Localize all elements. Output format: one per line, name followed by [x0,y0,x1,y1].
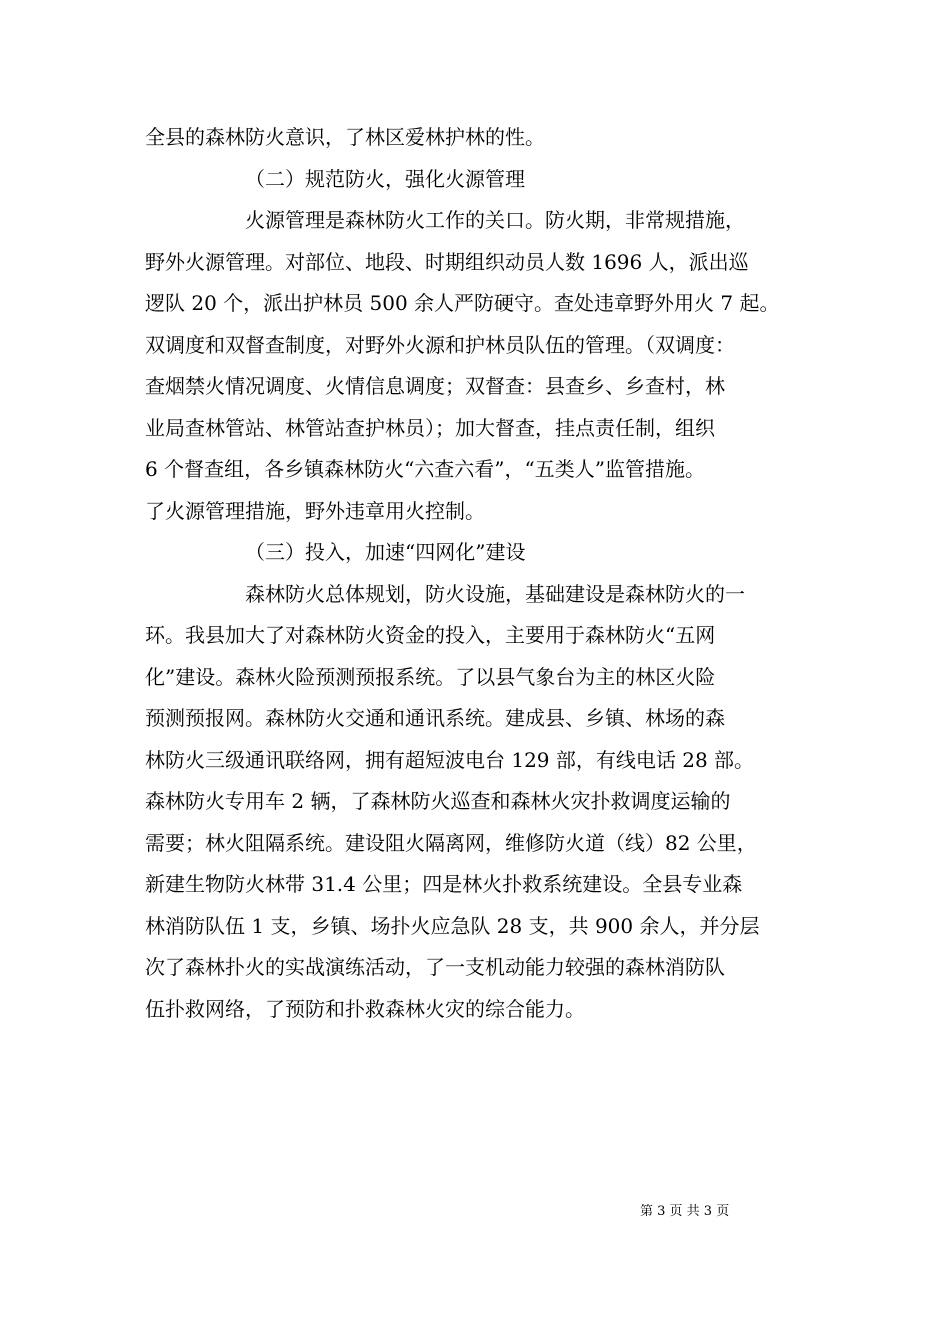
section-heading: （三）投入，加速“四网化”建设 [245,540,526,564]
page-number: 第 3 页 共 3 页 [640,1204,730,1219]
text-line: 新建生物防火林带 31.4 公里；四是林火扑救系统建设。全县专业森 [145,872,743,896]
text-line: 6 个督查组，各乡镇森林防火“六查六看”，“五类人”监管措施。 [145,457,705,481]
text-line: 火源管理是森林防火工作的关口。防火期，非常规措施， [245,208,745,232]
text-line: 伍扑救网络，了预防和扑救森林火灾的综合能力。 [145,996,585,1021]
text-line: 环。我县加大了对森林防火资金的投入，主要用于森林防火“五网 [145,623,716,647]
text-line: 森林防火专用车 2 辆，了森林防火巡查和森林火灾扑救调度运输的 [145,789,731,813]
text-line: 业局查林管站、林管站查护林员）；加大督查，挂点责任制，组织 [145,415,715,440]
text-line: 全县的森林防火意识，了林区爱林护林的性。 [145,125,545,149]
text-line: 了火源管理措施，野外违章用火控制。 [145,498,485,523]
text-line: 逻队 20 个，派出护林员 500 余人严防硬守。查处违章野外用火 7 起。 [145,291,780,315]
document-body [145,117,821,1030]
text-line: 预测预报网。森林防火交通和通讯系统。建成县、乡镇、林场的森 [145,706,725,730]
text-line: 查烟禁火情况调度、火情信息调度；双督查：县查乡、乡查村，林 [145,374,725,398]
text-line: 野外火源管理。对部位、地段、时期组织动员人数 1696 人，派出巡 [145,249,749,274]
section-heading: （二）规范防火，强化火源管理 [245,166,525,191]
text-line: 林消防队伍 1 支，乡镇、场扑火应急队 28 支，共 900 余人，并分层 [145,913,760,938]
text-line: 森林防火总体规划，防火设施，基础建设是森林防火的一 [245,581,745,606]
text-line: 次了森林扑火的实战演练活动，了一支机动能力较强的森林消防队 [145,955,725,979]
text-line: 双调度和双督查制度，对野外火源和护林员队伍的管理。（双调度： [145,332,735,357]
text-line: 需要；林火阻隔系统。建设阻火隔离网，维修防火道（线）82 公里， [145,830,757,855]
text-line: 化”建设。森林火险预测预报系统。了以县气象台为主的林区火险 [145,664,716,689]
text-line: 林防火三级通讯联络网，拥有超短波电台 129 部，有线电话 28 部。 [145,747,755,772]
